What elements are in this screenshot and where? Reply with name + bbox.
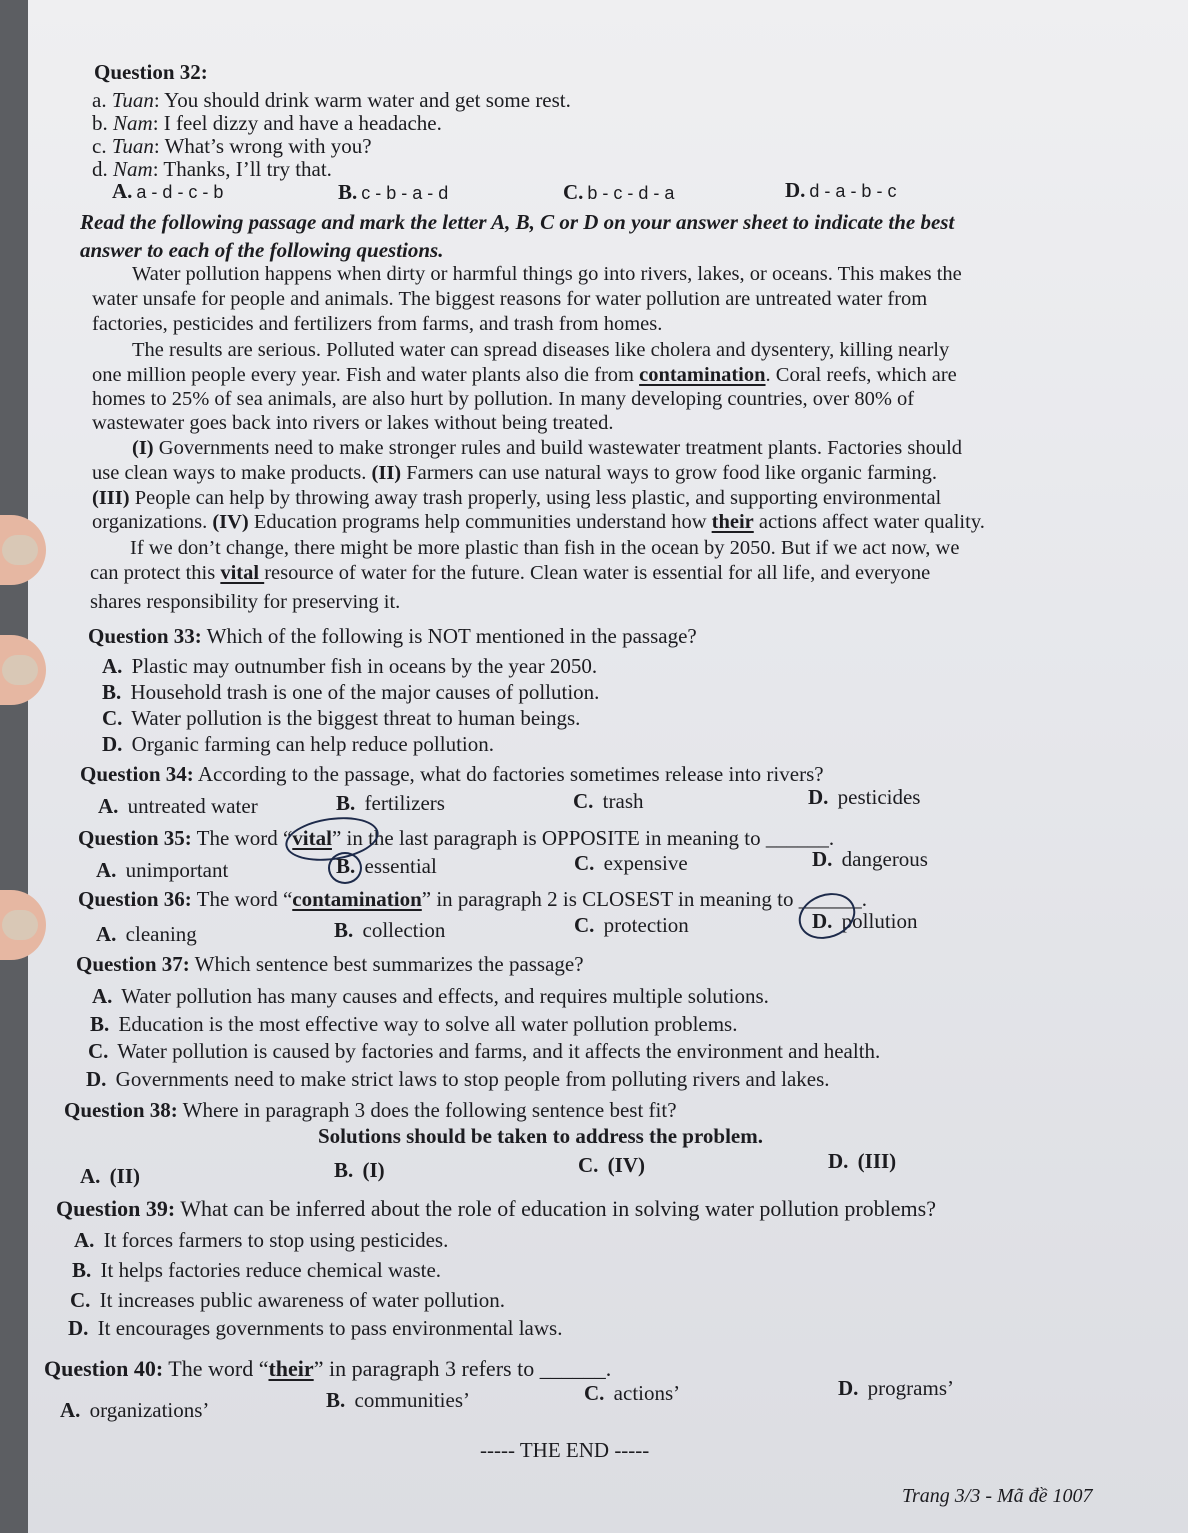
instruction-line-2: answer to each of the following questions. [80, 238, 444, 262]
dialogue-line-c: c. Tuan: What’s wrong with you? [92, 134, 372, 158]
option-32-c[interactable]: C. b - c - d - a [563, 180, 675, 204]
option-36-d[interactable]: D. pollution [812, 909, 918, 933]
passage-line: wastewater goes back into rivers or lakes without being treated. [92, 412, 614, 434]
question-35-stem: Question 35: The word “vital” in the last paragraph is OPPOSITE in meaning to ______. [78, 826, 835, 850]
question-37-stem: Question 37: Which sentence best summarizes the passage? [76, 952, 584, 976]
option-37-d[interactable]: D. Governments need to make strict laws to stop people from polluting rivers and lakes. [86, 1067, 830, 1091]
passage-line: If we don’t change, there might be more plastic than fish in the ocean by 2050. But if we act now, we [130, 537, 960, 559]
option-37-b[interactable]: B. Education is the most effective way to solve all water pollution problems. [90, 1012, 738, 1036]
option-34-b[interactable]: B. fertilizers [336, 791, 445, 815]
option-34-c[interactable]: C. trash [573, 789, 644, 813]
option-36-c[interactable]: C. protection [574, 913, 689, 937]
word-contamination: contamination [639, 364, 766, 386]
passage-line: can protect this vital resource of water for the future. Clean water is essential for all life, and everyone [90, 562, 931, 584]
option-40-a[interactable]: A. organizations’ [60, 1398, 210, 1422]
option-35-d[interactable]: D. dangerous [812, 847, 928, 871]
question-40-stem: Question 40: The word “their” in paragraph 3 refers to ______. [44, 1356, 612, 1381]
question-38-stem: Question 38: Where in paragraph 3 does the following sentence best fit? [64, 1098, 677, 1122]
option-39-a[interactable]: A. It forces farmers to stop using pesticides. [74, 1228, 449, 1252]
word-their: their [711, 511, 754, 533]
question-32-title: Question 32: [94, 60, 208, 84]
option-39-d[interactable]: D. It encourages governments to pass environmental laws. [68, 1316, 563, 1340]
option-40-c[interactable]: C. actions’ [584, 1381, 681, 1405]
option-38-c[interactable]: C. (IV) [578, 1153, 645, 1177]
passage-line: (I) Governments need to make stronger rules and build wastewater treatment plants. Factories should [132, 437, 963, 459]
passage-line: Water pollution happens when dirty or harmful things go into rivers, lakes, or oceans. This makes the [132, 263, 962, 285]
option-32-b[interactable]: B. c - b - a - d [338, 180, 449, 204]
passage-line: one million people every year. Fish and water plants also die from contamination. Coral reefs, which are [92, 364, 957, 386]
question-34-stem: Question 34: According to the passage, what do factories sometimes release into rivers? [80, 762, 824, 786]
handwritten-circle-option-b [328, 852, 362, 884]
option-38-a[interactable]: A. (II) [80, 1164, 141, 1188]
option-33-d[interactable]: D. Organic farming can help reduce pollution. [102, 732, 494, 756]
question-38-sentence: Solutions should be taken to address the problem. [318, 1124, 763, 1148]
option-35-c[interactable]: C. expensive [574, 851, 688, 875]
question-33-stem: Question 33: Which of the following is NOT mentioned in the passage? [88, 624, 697, 648]
passage-line: factories, pesticides and fertilizers from farms, and trash from homes. [92, 313, 663, 335]
option-39-c[interactable]: C. It increases public awareness of water pollution. [70, 1288, 505, 1312]
dialogue-line-a: a. Tuan: You should drink warm water and get some rest. [92, 88, 571, 112]
option-32-d[interactable]: D. d - a - b - c [785, 178, 897, 202]
option-40-b[interactable]: B. communities’ [326, 1388, 470, 1412]
option-33-b[interactable]: B. Household trash is one of the major causes of pollution. [102, 680, 600, 704]
exam-content [28, 0, 1188, 1533]
page-footer: Trang 3/3 - Mã đề 1007 [902, 1485, 1093, 1507]
question-39-stem: Question 39: What can be inferred about the role of education in solving water pollution problems? [56, 1196, 936, 1221]
passage-line: (III) People can help by throwing away trash properly, using less plastic, and supporting environmental [92, 487, 942, 509]
question-36-stem: Question 36: The word “contamination” in paragraph 2 is CLOSEST in meaning to ______. [78, 887, 868, 911]
passage-line: water unsafe for people and animals. The biggest reasons for water pollution are untreated water from [92, 288, 928, 310]
the-end: ----- THE END ----- [480, 1438, 650, 1462]
option-32-a[interactable]: A. a - d - c - b [112, 179, 224, 203]
option-36-a[interactable]: A. cleaning [96, 922, 197, 946]
option-37-a[interactable]: A. Water pollution has many causes and effects, and requires multiple solutions. [92, 984, 769, 1008]
passage-line: shares responsibility for preserving it. [90, 591, 401, 613]
option-37-c[interactable]: C. Water pollution is caused by factories and farms, and it affects the environment and health. [88, 1039, 881, 1063]
instruction-line-1: Read the following passage and mark the letter A, B, C or D on your answer sheet to indicate the best [80, 210, 955, 234]
option-33-c[interactable]: C. Water pollution is the biggest threat to human beings. [102, 706, 581, 730]
option-35-a[interactable]: A. unimportant [96, 858, 229, 882]
option-40-d[interactable]: D. programs’ [838, 1376, 954, 1400]
dialogue-line-b: b. Nam: I feel dizzy and have a headache. [92, 111, 442, 135]
passage-line: The results are serious. Polluted water can spread diseases like cholera and dysentery, killing nearly [132, 339, 950, 361]
option-34-d[interactable]: D. pesticides [808, 785, 921, 809]
option-36-b[interactable]: B. collection [334, 918, 446, 942]
dialogue-line-d: d. Nam: Thanks, I’ll try that. [92, 157, 332, 181]
word-vital: vital [220, 562, 265, 584]
exam-sheet [28, 0, 1188, 1533]
passage-line: organizations. (IV) Education programs help communities understand how their actions affect water quality. [92, 511, 985, 533]
option-34-a[interactable]: A. untreated water [98, 794, 258, 818]
option-38-b[interactable]: B. (I) [334, 1158, 385, 1182]
option-35-b[interactable]: B. essential [336, 854, 437, 878]
option-33-a[interactable]: A. Plastic may outnumber fish in oceans by the year 2050. [102, 654, 598, 678]
option-39-b[interactable]: B. It helps factories reduce chemical waste. [72, 1258, 442, 1282]
option-38-d[interactable]: D. (III) [828, 1149, 897, 1173]
passage-line: use clean ways to make products. (II) Farmers can use natural ways to grow food like organic farming. [92, 462, 938, 484]
passage-line: homes to 25% of sea animals, are also hurt by pollution. In many developing countries, over 80% of [92, 388, 915, 410]
